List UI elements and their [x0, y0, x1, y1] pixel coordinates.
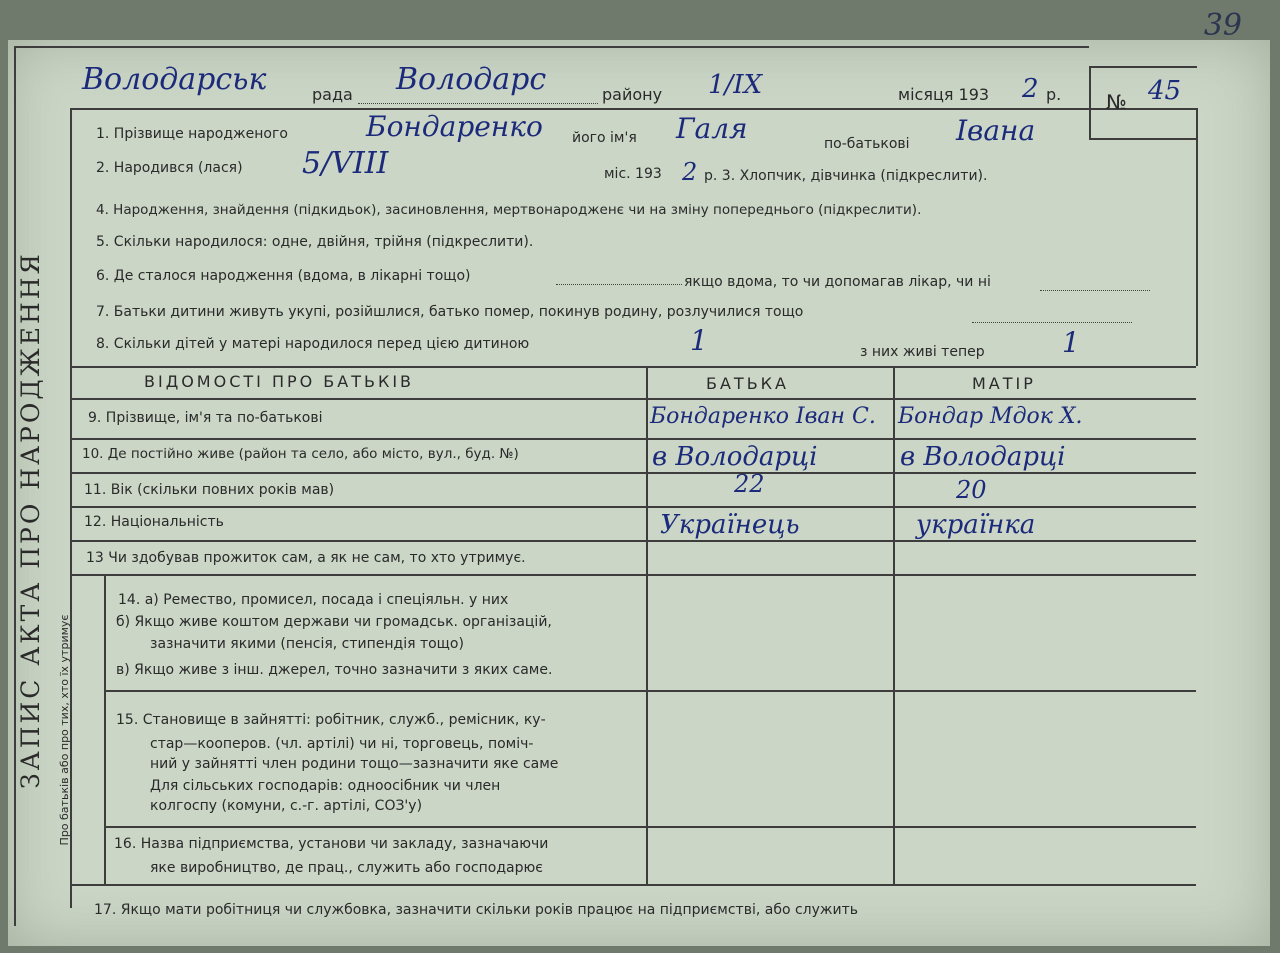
year-handwriting: 2: [1022, 74, 1039, 104]
row9-mother: Бондар Мдок Х.: [898, 404, 1083, 429]
row10-father: в Володарці: [652, 442, 818, 472]
row-line-10: [70, 472, 1196, 474]
row-line-14: [104, 690, 1196, 692]
row17-label: 17. Якщо мати робітниця чи службовка, зазначити скільки років працює на підприємстві, або служить: [94, 902, 859, 918]
row16-line2: яке виробництво, де прац., служить або господарює: [150, 860, 543, 876]
rayon-dots: [358, 103, 598, 104]
number-box-bottom: [1089, 138, 1197, 140]
row2-date: 5/VIII: [302, 146, 389, 181]
side-title: ЗАПИС АКТА ПРО НАРОДЖЕННЯ: [16, 251, 45, 789]
side-note: Про батьків або про тих, хто їх утримує: [58, 614, 71, 846]
number-box-top: [1089, 66, 1197, 68]
row14b-line1: б) Якщо живе коштом держави чи громадськ. організацій,: [116, 614, 552, 630]
rada-handwriting: Володарськ: [82, 62, 267, 97]
rayon-label: району: [602, 85, 663, 104]
row15-line1: 15. Становище в зайнятті: робітник, служб., ремісник, ку-: [116, 712, 546, 728]
row1-name-label: його ім'я: [572, 130, 637, 146]
row7-dots: [972, 322, 1132, 323]
row2-label: 2. Народився (лася): [96, 160, 243, 176]
page-number: 39: [1203, 8, 1242, 43]
row15-line3: ний у зайнятті член родини тощо—зазначити яке саме: [150, 756, 559, 772]
row1-name: Галя: [676, 112, 748, 145]
row-line-13: [70, 574, 1196, 576]
number-box-left: [1089, 66, 1091, 138]
row12-father: Українець: [660, 510, 800, 540]
row11-label: 11. Вік (скільки повних років мав): [84, 482, 335, 498]
row6-label: 6. Де сталося народження (вдома, в лікарні тощо): [96, 268, 471, 284]
col-divider-father: [646, 366, 648, 884]
row8-alive-label: з них живі тепер: [860, 344, 985, 360]
row5-label: 5. Скільки народилося: одне, двійня, трійня (підкреслити).: [96, 234, 534, 250]
row12-mother: українка: [916, 510, 1036, 540]
row6-dots: [556, 284, 682, 285]
top-border: [14, 46, 1089, 48]
year-suffix: р.: [1046, 85, 1062, 104]
col-divider-side: [104, 574, 106, 884]
table-head-father: БАТЬКА: [706, 374, 789, 393]
month-label: місяця 193: [898, 85, 990, 104]
row10-mother: в Володарці: [900, 442, 1066, 472]
row-line-15: [104, 826, 1196, 828]
row2-gender: р. 3. Хлопчик, дівчинка (підкреслити).: [704, 168, 988, 184]
row2-month-label: міс. 193: [604, 166, 662, 182]
table-head-main: ВІДОМОСТІ ПРО БАТЬКІВ: [144, 372, 415, 391]
rayon-handwriting: Володарс: [396, 62, 547, 97]
row-line-9: [70, 438, 1196, 440]
col-divider-mother: [893, 366, 895, 884]
row1-patronymic-label: по-батькові: [824, 136, 910, 152]
header-divider: [70, 108, 1196, 110]
table-head-line: [70, 398, 1196, 400]
row13-label: 13 Чи здобував прожиток сам, а як не сам, то хто утримує.: [86, 550, 526, 566]
right-border: [1196, 108, 1198, 366]
row15-line5: колгоспу (комуни, с.-г. артілі, СОЗ'у): [150, 798, 423, 814]
row9-father: Бондаренко Іван С.: [650, 404, 876, 429]
row-line-12: [70, 540, 1196, 542]
row7-label: 7. Батьки дитини живуть укупі, розійшлися, батько помер, покинув родину, розлучилися тощо: [96, 304, 804, 320]
row11-father: 22: [734, 470, 765, 498]
row1-surname: Бондаренко: [366, 110, 543, 143]
row6-doctor: якщо вдома, то чи допомагав лікар, чи ні: [684, 274, 991, 290]
row14b-line2: зазначити якими (пенсія, стипендія тощо): [150, 636, 464, 652]
row11-mother: 20: [956, 476, 987, 504]
row-line-11: [70, 506, 1196, 508]
row2-year: 2: [682, 158, 698, 186]
row6-dots-end: [1040, 290, 1150, 291]
row16-line1: 16. Назва підприємства, установи чи закладу, зазначаючи: [114, 836, 549, 852]
row14c-label: в) Якщо живе з інш. джерел, точно зазначити з яких саме.: [116, 662, 553, 678]
row15-line4: Для сільських господарів: одноосібник чи член: [150, 778, 501, 794]
row12-label: 12. Національність: [84, 514, 224, 530]
row-line-16: [70, 884, 1196, 886]
row8-count: 1: [690, 324, 708, 357]
row8-label: 8. Скільки дітей у матері народилося перед цією дитиною: [96, 336, 530, 352]
row9-label: 9. Прізвище, ім'я та по-батькові: [88, 410, 323, 426]
row14a-label: 14. а) Ремество, промисел, посада і спеціяльн. у них: [118, 592, 509, 608]
day-handwriting: 1/IX: [708, 70, 763, 100]
row15-line2: стар—кооперов. (чл. артілі) чи ні, торговець, поміч-: [150, 736, 534, 752]
number-handwriting: 45: [1148, 76, 1182, 106]
table-top-line: [70, 366, 1196, 368]
row4-label: 4. Народження, знайдення (підкидьок), засиновлення, мертвонародженє чи на зміну попереднього (підкреслити).: [96, 202, 922, 218]
table-head-mother: МАТІР: [972, 374, 1036, 393]
rada-label: рада: [312, 85, 353, 104]
number-label: №: [1106, 90, 1127, 114]
row10-label: 10. Де постійно живе (район та село, або місто, вул., буд. №): [82, 446, 519, 462]
row1-patronymic: Івана: [956, 114, 1036, 147]
row8-alive: 1: [1062, 326, 1080, 359]
row1-label: 1. Прізвище народженого: [96, 126, 288, 142]
